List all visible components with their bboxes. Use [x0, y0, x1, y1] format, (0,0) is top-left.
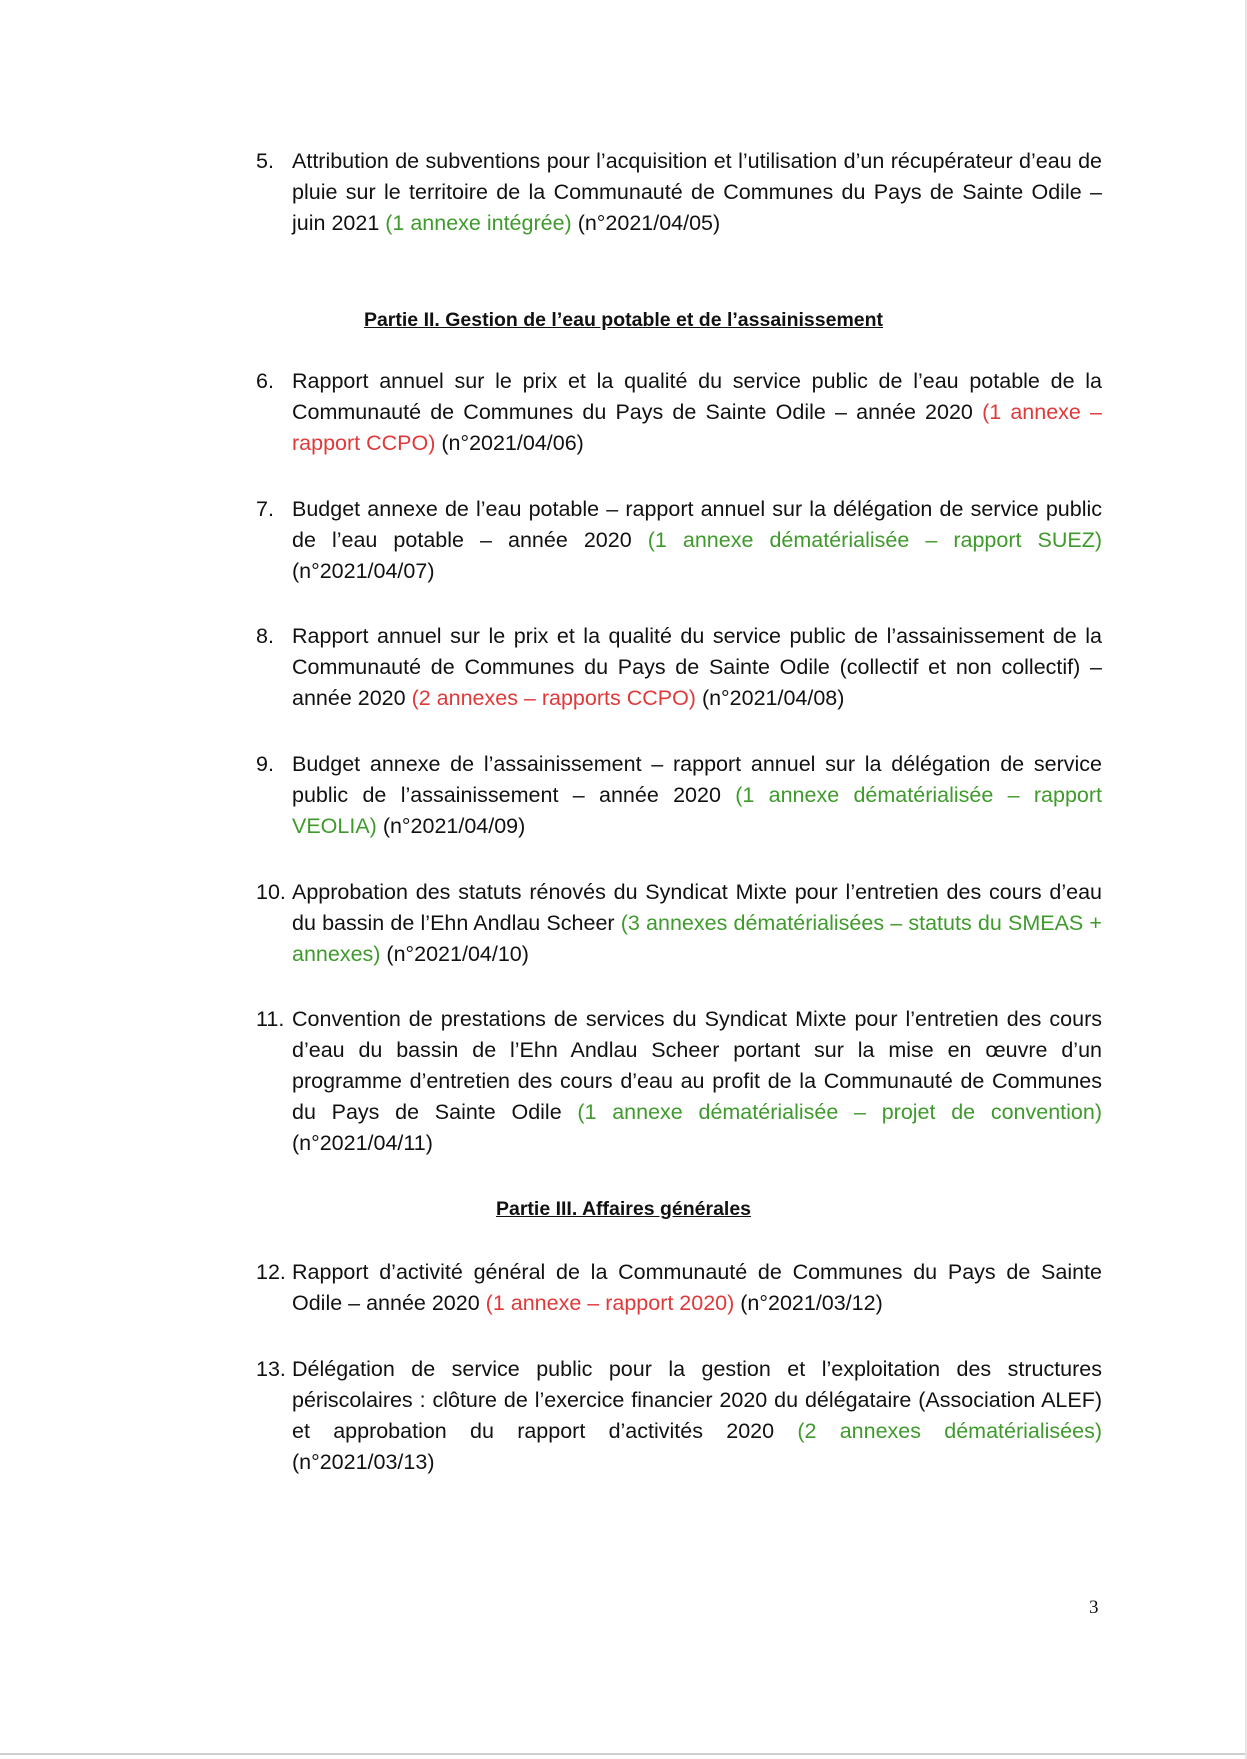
scan-bottom-edge — [0, 1753, 1247, 1755]
item-body — [292, 877, 1102, 970]
item-reference: (n°2021/04/11) — [292, 1131, 433, 1155]
item-reference: (n°2021/04/08) — [695, 686, 845, 710]
page-number: 3 — [1089, 1597, 1099, 1618]
item-annex: (1 annexe dématérialisée – rapport SUEZ) — [647, 528, 1102, 552]
item-reference: (n°2021/04/10) — [380, 942, 529, 966]
item-annex: (2 annexes – rapports CCPO) — [411, 686, 696, 710]
item-body — [292, 494, 1102, 587]
section-heading-part-3: Partie III. Affaires générales — [495, 1198, 752, 1220]
item-number: 6. — [256, 369, 274, 393]
item-number: 8. — [256, 624, 274, 648]
item-body — [292, 146, 1102, 239]
agenda-item-9 — [256, 749, 1102, 842]
item-number: 9. — [256, 752, 274, 776]
item-body — [292, 1257, 1102, 1319]
item-body — [292, 366, 1102, 459]
item-annex: (1 annexe – rapport CCPO) — [292, 400, 1102, 455]
item-reference: (n°2021/03/13) — [292, 1450, 435, 1474]
item-body — [292, 1004, 1102, 1159]
agenda-item-8 — [256, 621, 1102, 714]
item-annex: (3 annexes dématérialisées – statuts du SMEAS + annexes) — [292, 911, 1102, 966]
agenda-item-11 — [256, 1004, 1102, 1159]
item-body — [292, 1354, 1102, 1478]
item-annex: (1 annexe intégrée) — [385, 211, 572, 235]
agenda-item-10 — [256, 877, 1102, 970]
item-body — [292, 621, 1102, 714]
item-text: Budget annexe de l’eau potable – rapport annuel sur la délégation de service public de l’eau potable – année 2020 — [292, 497, 1102, 552]
item-text: Rapport d’activité général de la Communauté de Communes du Pays de Sainte Odile – année 2020 — [292, 1260, 1102, 1315]
agenda-item-13 — [256, 1354, 1102, 1478]
item-text: Délégation de service public pour la gestion et l’exploitation des structures périscolaires : clôture de l’exercice financier 2020 du délégataire (Association ALEF) et approbation du rapport d’activités 2020 — [292, 1357, 1102, 1443]
item-text: Rapport annuel sur le prix et la qualité du service public de l’eau potable de la Communauté de Communes du Pays de Sainte Odile – année 2020 — [292, 369, 1102, 424]
item-number: 13. — [256, 1357, 286, 1381]
item-number: 10. — [256, 880, 286, 904]
item-number: 12. — [256, 1260, 286, 1284]
item-annex: (1 annexe – rapport 2020) — [485, 1291, 735, 1315]
section-heading-part-2: Partie II. Gestion de l’eau potable et de l’assainissement — [363, 309, 884, 331]
item-text: Convention de prestations de services du Syndicat Mixte pour l’entretien des cours d’eau du bassin de l’Ehn Andlau Scheer portant sur la mise en œuvre d’un programme d’entretien des cours d’eau au profit de la Communauté de Communes du Pays de Sainte Odile — [292, 1007, 1102, 1124]
agenda-item-7 — [256, 494, 1102, 587]
item-reference: (n°2021/04/07) — [292, 559, 435, 583]
agenda-item-6 — [256, 366, 1102, 459]
item-text: Rapport annuel sur le prix et la qualité du service public de l’assainissement de la Communauté de Communes du Pays de Sainte Odile (collectif et non collectif) – année 2020 — [292, 624, 1102, 710]
agenda-item-5 — [256, 146, 1102, 239]
item-reference: (n°2021/03/12) — [734, 1291, 883, 1315]
item-text: Budget annexe de l’assainissement – rapport annuel sur la délégation de service public de l’assainissement – année 2020 — [292, 752, 1102, 807]
agenda-item-12 — [256, 1257, 1102, 1319]
item-text: Attribution de subventions pour l’acquisition et l’utilisation d’un récupérateur d’eau de pluie sur le territoire de la Communauté de Communes du Pays de Sainte Odile – juin 2021 — [292, 149, 1102, 235]
item-reference: (n°2021/04/05) — [571, 211, 721, 235]
item-annex: (1 annexe dématérialisée – rapport VEOLIA) — [292, 783, 1102, 838]
item-number: 7. — [256, 497, 274, 521]
item-number: 11. — [256, 1007, 285, 1031]
item-annex: (2 annexes dématérialisées) — [797, 1419, 1102, 1443]
item-reference: (n°2021/04/09) — [376, 814, 526, 838]
item-number: 5. — [256, 149, 274, 173]
item-body — [292, 749, 1102, 842]
item-reference: (n°2021/04/06) — [435, 431, 584, 455]
item-text: Approbation des statuts rénovés du Syndicat Mixte pour l’entretien des cours d’eau du bassin de l’Ehn Andlau Scheer — [292, 880, 1102, 935]
item-annex: (1 annexe dématérialisée – projet de convention) — [577, 1100, 1102, 1124]
